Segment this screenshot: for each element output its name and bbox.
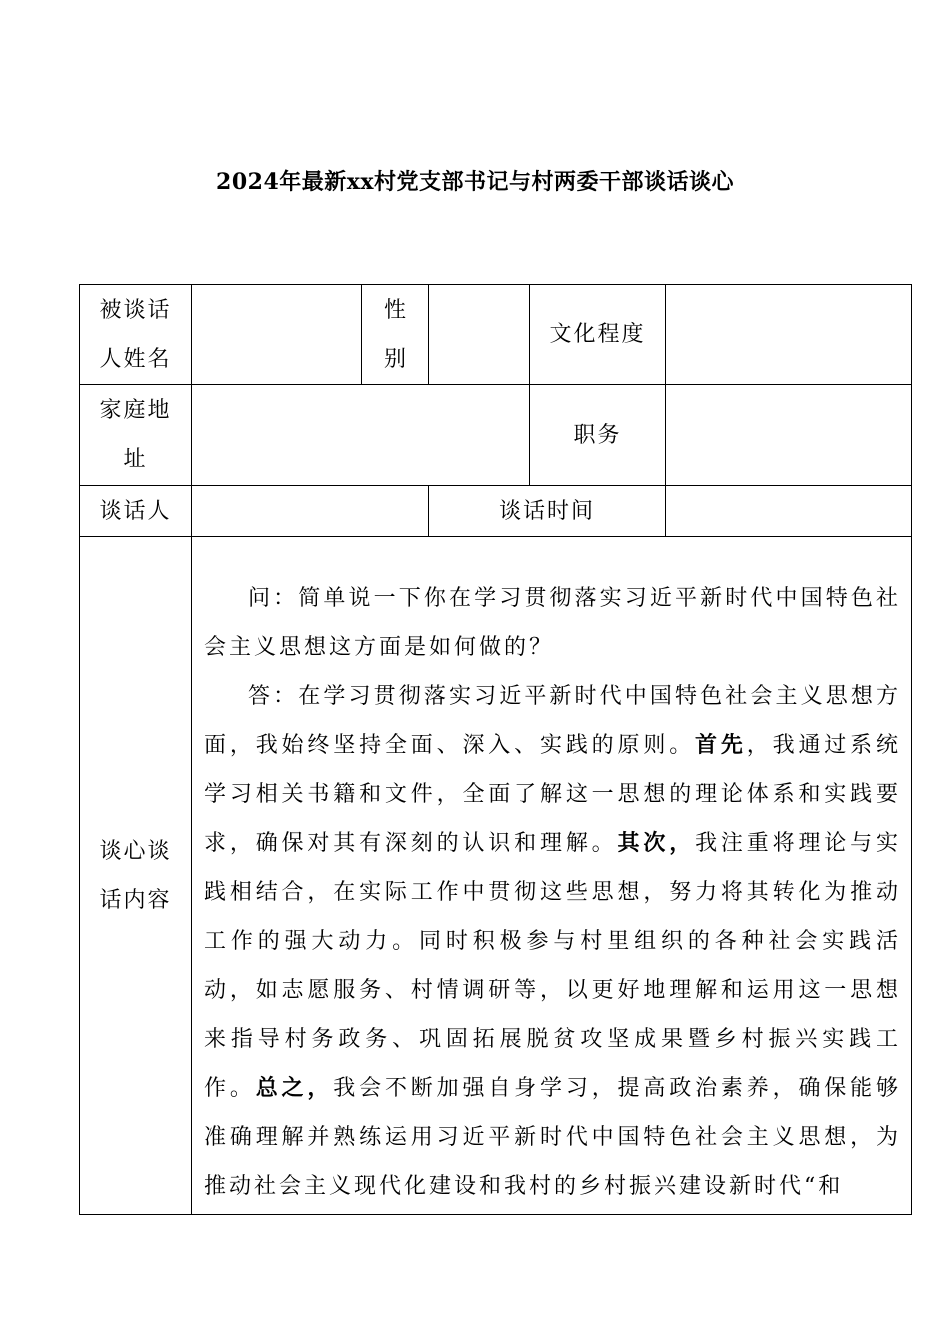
answer-text-2: ，我通过系统学习相关书籍和文件，全面了解这一思想的理论体系和实践要求，确保对其有深刻的认识和理解。 bbox=[204, 733, 901, 856]
talker-value-cell[interactable] bbox=[192, 486, 429, 537]
position-label-cell: 职务 bbox=[530, 385, 666, 486]
gender-label-cell bbox=[362, 285, 429, 385]
address-label-cell bbox=[80, 385, 192, 486]
answer-emphasis-2: 其次， bbox=[617, 830, 696, 856]
address-value-cell[interactable] bbox=[192, 385, 530, 486]
answer-text-3: 我注重将理论与实践相结合，在实际工作中贯彻这些思想，努力将其转化为推动工作的强大动力。同时积极参与村里组织的各种社会实践活动，如志愿服务、村情调研等，以更好地理解和运用这一思想来指导村务政务、巩固拓展脱贫攻坚成果暨乡村振兴实践工作。 bbox=[204, 831, 901, 1101]
talker-label-cell: 谈话人 bbox=[80, 486, 192, 537]
time-label-cell: 谈话时间 bbox=[429, 486, 666, 537]
answer-emphasis-1: 首先 bbox=[695, 732, 747, 758]
answer-text-1: 答：在学习贯彻落实习近平新时代中国特色社会主义思想方面，我始终坚持全面、深入、实践的原则。 bbox=[204, 684, 901, 758]
content-label-line2: 话内容 bbox=[99, 887, 172, 913]
position-value-cell[interactable] bbox=[666, 385, 912, 486]
gender-label-line1: 性 bbox=[383, 297, 406, 323]
content-text-clip bbox=[204, 574, 901, 1214]
education-label-cell: 文化程度 bbox=[530, 285, 666, 385]
name-label-line2: 人姓名 bbox=[99, 346, 172, 372]
form-row-content bbox=[80, 537, 912, 1215]
name-label-line1: 被谈话 bbox=[99, 297, 172, 323]
address-label-line1: 家庭地 bbox=[99, 398, 172, 423]
answer-text-4: 我会不断加强自身学习，提高政治素养，确保能够准确理解并熟练运用习近平新时代中国特色社会主义思想，为推动社会主义现代化建设和我村的乡村振兴建设新时代“和 bbox=[204, 1076, 901, 1199]
gender-value-cell[interactable] bbox=[429, 285, 530, 385]
answer-emphasis-3: 总之， bbox=[255, 1075, 334, 1101]
name-value-cell[interactable] bbox=[192, 285, 362, 385]
content-label-line1: 谈心谈 bbox=[99, 838, 172, 864]
education-value-cell[interactable] bbox=[666, 285, 912, 385]
form-row-talker bbox=[80, 486, 912, 537]
answer-paragraph bbox=[204, 672, 901, 1211]
time-value-cell[interactable] bbox=[666, 486, 912, 537]
form-row-basic-info bbox=[80, 285, 912, 385]
address-label-line2: 址 bbox=[123, 447, 148, 472]
form-row-address bbox=[80, 385, 912, 486]
question-paragraph: 问：简单说一下你在学习贯彻落实习近平新时代中国特色社会主义思想这方面是如何做的？ bbox=[204, 586, 901, 660]
content-label-cell bbox=[80, 537, 192, 1215]
gender-label-line2: 别 bbox=[383, 346, 406, 372]
interview-form-table bbox=[79, 284, 912, 1215]
content-text-cell[interactable] bbox=[192, 537, 912, 1215]
name-label-cell bbox=[80, 285, 192, 385]
document-title: 2024年最新xx村党支部书记与村两委干部谈话谈心 bbox=[216, 169, 734, 195]
